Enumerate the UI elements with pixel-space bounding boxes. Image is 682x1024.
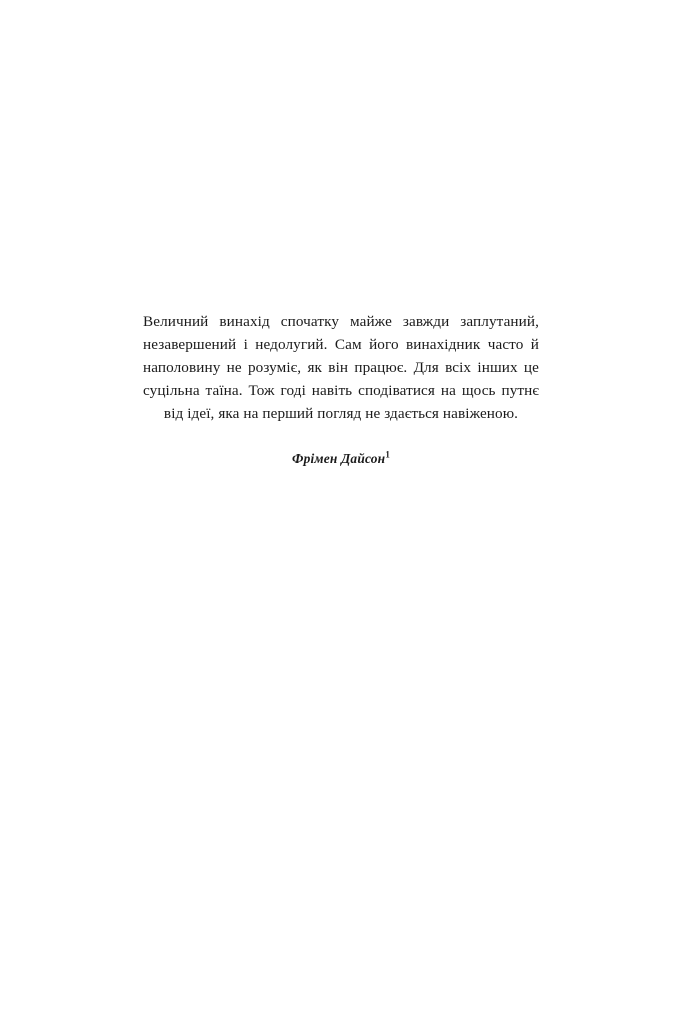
- footnote-marker: 1: [385, 450, 391, 460]
- epigraph: [143, 310, 539, 467]
- epigraph-author-name: Фрімен Дайсон: [291, 451, 386, 467]
- epigraph-quote: Величний винахід спочатку майже завжди заплутаний, незавершений і недолугий. Сам його винахідник часто й наполовину не розуміє, як він працює. Для всіх інших це суцільна таїна. Тож годі навіть сподіватися на щось путнє від ідеї, яка на перший погляд не здається навіженою.: [143, 313, 539, 423]
- epigraph-attribution: [143, 451, 539, 467]
